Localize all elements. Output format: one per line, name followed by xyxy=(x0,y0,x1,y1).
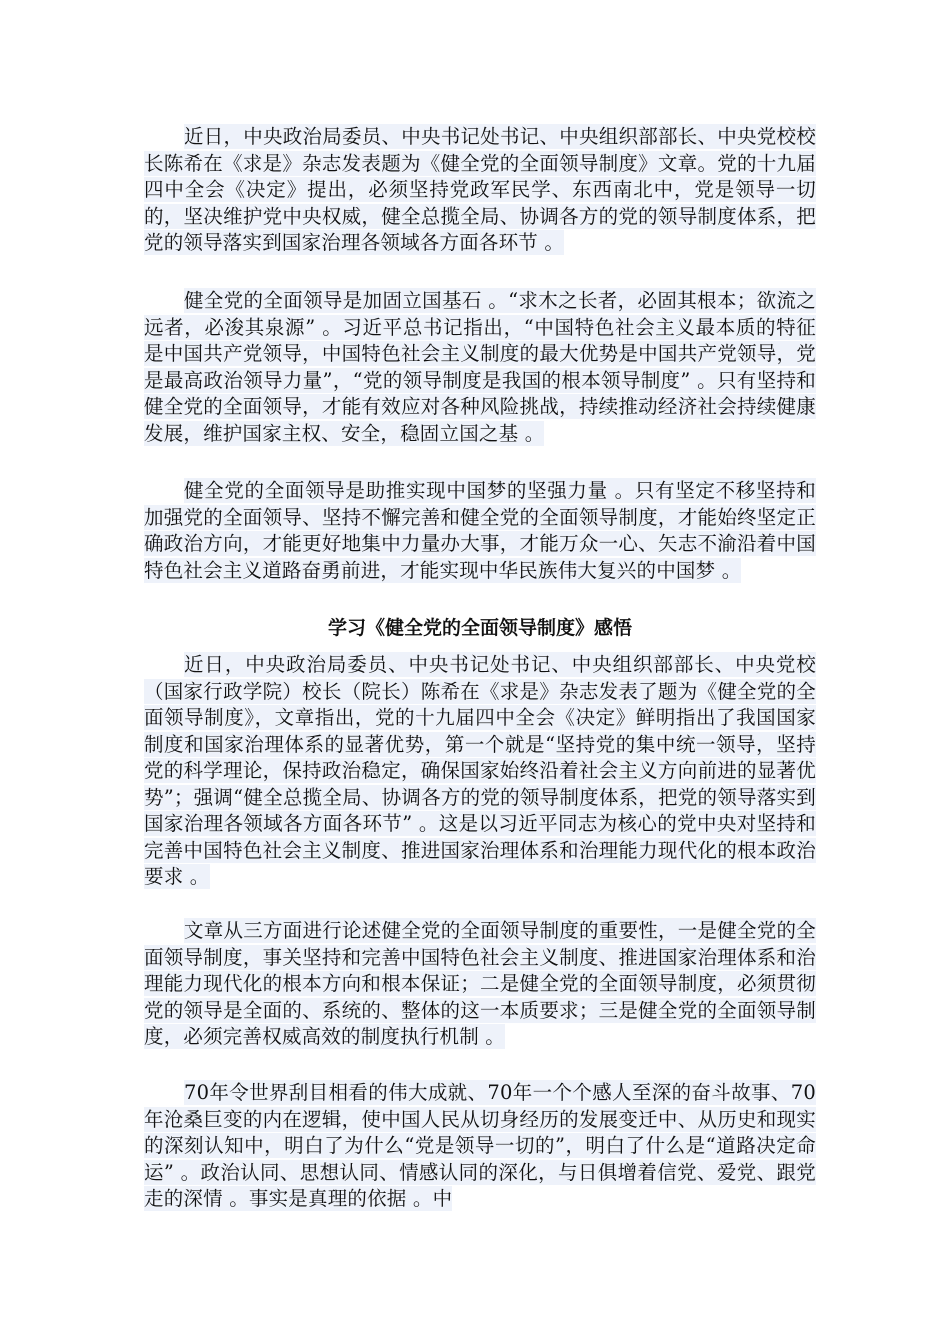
paragraph-5-text: 文章从三方面进行论述健全党的全面领导制度的重要性，一是健全党的全面领导制度，事关坚持和完善中国特色社会主义制度、推进国家治理体系和治理能力现代化的根本方向和根本保证；二是健全党的全面领导制度，必须贯彻党的领导是全面的、系统的、整体的这一本质要求；三是健全党的全面领导制度，必须完善权威高效的制度执行机制 。 xyxy=(144,919,816,1048)
paragraph-3-text: 健全党的全面领导是助推实现中国梦的坚强力量 。只有坚定不移坚持和加强党的全面领导、坚持不懈完善和健全党的全面领导制度，才能始终坚定正确政治方向，才能更好地集中力量办大事，才能万众一心、矢志不渝沿着中国特色社会主义道路奋勇前进，才能实现中华民族伟大复兴的中国梦 。 xyxy=(144,479,816,582)
paragraph-4-text: 近日，中央政治局委员、中央书记处书记、中央组织部部长、中央党校（国家行政学院）校长（院长）陈希在《求是》杂志发表了题为《健全党的全面领导制度》，文章指出，党的十九届四中全会《决定》鲜明指出了我国国家制度和国家治理体系的显著优势，第一个就是“坚持党的集中统一领导，坚持党的科学理论，保持政治稳定，确保国家始终沿着社会主义方向前进的显著优势”；强调“健全总揽全局、协调各方的党的领导制度体系，把党的领导落实到国家治理各领域各方面各环节” 。这是以习近平同志为核心的党中央对坚持和完善中国特色社会主义制度、推进国家治理体系和治理能力现代化的根本政治要求 。 xyxy=(144,653,816,888)
paragraph-3 xyxy=(144,478,816,584)
paragraph-1 xyxy=(144,124,816,257)
paragraph-6-text: 70年令世界刮目相看的伟大成就、70年一个个感人至深的奋斗故事、70年沧桑巨变的内在逻辑，使中国人民从切身经历的发展变迁中、从历史和现实的深刻认知中，明白了为什么“党是领导一切的”，明白了什么是“道路决定命运” 。政治认同、思想认同、情感认同的深化，与日俱增着信党、爱党、跟党走的深情 。事实是真理的依据 。中 xyxy=(144,1081,816,1210)
paragraph-2 xyxy=(144,288,816,447)
paragraph-1-text: 近日，中央政治局委员、中央书记处书记、中央组织部部长、中央党校校长陈希在《求是》杂志发表题为《健全党的全面领导制度》文章。党的十九届四中全会《决定》提出，必须坚持党政军民学、东西南北中，党是领导一切的，坚决维护党中央权威，健全总揽全局、协调各方的党的领导制度体系，把党的领导落实到国家治理各领域各方面各环节 。 xyxy=(144,125,816,254)
paragraph-6 xyxy=(144,1080,816,1213)
paragraph-5 xyxy=(144,918,816,1051)
paragraph-4 xyxy=(144,652,816,891)
paragraph-2-text: 健全党的全面领导是加固立国基石 。“求木之长者，必固其根本；欲流之远者，必浚其泉源” 。习近平总书记指出，“中国特色社会主义最本质的特征是中国共产党领导，中国特色社会主义制度的最大优势是中国共产党领导，党是最高政治领导力量”，“党的领导制度是我国的根本领导制度” 。只有坚持和健全党的全面领导，才能有效应对各种风险挑战，持续推动经济社会持续健康发展，维护国家主权、安全，稳固立国之基 。 xyxy=(144,289,816,445)
section-heading: 学习《健全党的全面领导制度》感悟 xyxy=(327,617,632,639)
